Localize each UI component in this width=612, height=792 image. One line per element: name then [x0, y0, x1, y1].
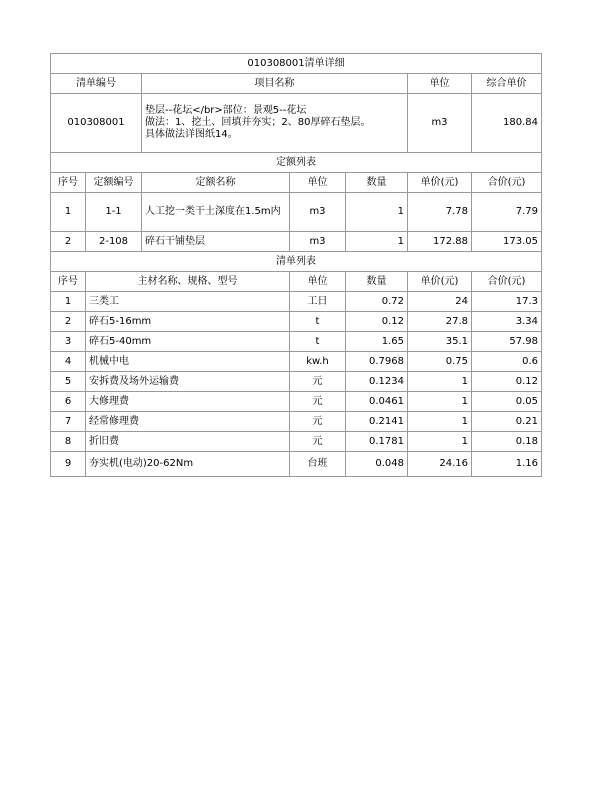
bill-desc-line: 垫层--花坛</br>部位：景观5--花坛 — [145, 105, 307, 116]
material-header-row — [51, 272, 542, 292]
material-price-header: 单价(元) — [408, 272, 472, 292]
bill-code: 010308001 — [51, 94, 142, 153]
material-unit-header: 单位 — [290, 272, 346, 292]
material-name: 安拆费及场外运输费 — [86, 372, 290, 392]
quota-code-header: 定额编号 — [86, 173, 142, 193]
quota-seq: 2 — [51, 232, 86, 252]
material-seq: 7 — [51, 412, 86, 432]
material-total: 1.16 — [472, 452, 542, 477]
bill-detail-table — [50, 53, 542, 477]
table-row — [51, 352, 542, 372]
material-seq: 6 — [51, 392, 86, 412]
material-unit: t — [290, 332, 346, 352]
material-total: 17.3 — [472, 292, 542, 312]
table-row — [51, 292, 542, 312]
material-name: 折旧费 — [86, 432, 290, 452]
quota-code: 2-108 — [86, 232, 142, 252]
material-qty: 0.12 — [346, 312, 408, 332]
quota-name-header: 定额名称 — [142, 173, 290, 193]
bill-row — [51, 94, 542, 153]
material-qty: 1.65 — [346, 332, 408, 352]
quota-unit: m3 — [290, 193, 346, 232]
material-section-title: 清单列表 — [51, 252, 542, 272]
material-name: 大修理费 — [86, 392, 290, 412]
table-row — [51, 232, 542, 252]
quota-seq-header: 序号 — [51, 173, 86, 193]
quota-code: 1-1 — [86, 193, 142, 232]
quota-price: 172.88 — [408, 232, 472, 252]
table-row — [51, 412, 542, 432]
bill-description — [142, 94, 408, 153]
bill-desc-line: 具体做法详图纸14。 — [145, 129, 238, 140]
table-row — [51, 193, 542, 232]
bill-desc-line: 做法：1、挖土、回填并夯实；2、80厚碎石垫层。 — [145, 117, 371, 128]
material-unit: t — [290, 312, 346, 332]
material-qty: 0.1234 — [346, 372, 408, 392]
quota-name: 人工挖一类干土深度在1.5m内 — [142, 193, 290, 232]
bill-price: 180.84 — [472, 94, 542, 153]
material-qty: 0.1781 — [346, 432, 408, 452]
table-row — [51, 392, 542, 412]
material-name: 经常修理费 — [86, 412, 290, 432]
material-name: 三类工 — [86, 292, 290, 312]
material-total: 0.05 — [472, 392, 542, 412]
material-unit: 元 — [290, 392, 346, 412]
material-total: 0.6 — [472, 352, 542, 372]
material-seq: 3 — [51, 332, 86, 352]
table-row — [51, 432, 542, 452]
material-seq: 9 — [51, 452, 86, 477]
quota-name: 碎石干铺垫层 — [142, 232, 290, 252]
material-price: 1 — [408, 412, 472, 432]
bill-unit-header: 单位 — [408, 74, 472, 94]
material-price: 27.8 — [408, 312, 472, 332]
quota-price-header: 单价(元) — [408, 173, 472, 193]
material-price: 0.75 — [408, 352, 472, 372]
material-total: 0.21 — [472, 412, 542, 432]
quota-unit: m3 — [290, 232, 346, 252]
table-row — [51, 372, 542, 392]
material-unit: 工日 — [290, 292, 346, 312]
material-price: 35.1 — [408, 332, 472, 352]
table-title: 010308001清单详细 — [51, 54, 542, 74]
material-price: 1 — [408, 372, 472, 392]
material-name: 碎石5-40mm — [86, 332, 290, 352]
material-total: 0.18 — [472, 432, 542, 452]
quota-total: 173.05 — [472, 232, 542, 252]
material-total: 0.12 — [472, 372, 542, 392]
material-price: 1 — [408, 392, 472, 412]
quota-section-title: 定额列表 — [51, 153, 542, 173]
material-unit: kw.h — [290, 352, 346, 372]
material-seq: 2 — [51, 312, 86, 332]
material-unit: 元 — [290, 412, 346, 432]
material-qty-header: 数量 — [346, 272, 408, 292]
quota-total: 7.79 — [472, 193, 542, 232]
bill-unit: m3 — [408, 94, 472, 153]
quota-qty-header: 数量 — [346, 173, 408, 193]
bill-header-row — [51, 74, 542, 94]
material-name: 碎石5-16mm — [86, 312, 290, 332]
material-total: 57.98 — [472, 332, 542, 352]
material-name: 夯实机(电动)20-62Nm — [86, 452, 290, 477]
material-qty: 0.048 — [346, 452, 408, 477]
table-row — [51, 452, 542, 477]
material-section-row — [51, 252, 542, 272]
material-qty: 0.7968 — [346, 352, 408, 372]
material-seq: 4 — [51, 352, 86, 372]
material-name-header: 主材名称、规格、型号 — [86, 272, 290, 292]
material-unit: 台班 — [290, 452, 346, 477]
bill-price-header: 综合单价 — [472, 74, 542, 94]
material-total: 3.34 — [472, 312, 542, 332]
quota-unit-header: 单位 — [290, 173, 346, 193]
title-row — [51, 54, 542, 74]
quota-total-header: 合价(元) — [472, 173, 542, 193]
bill-name-header: 项目名称 — [142, 74, 408, 94]
material-seq-header: 序号 — [51, 272, 86, 292]
material-qty: 0.0461 — [346, 392, 408, 412]
quota-seq: 1 — [51, 193, 86, 232]
material-seq: 5 — [51, 372, 86, 392]
material-seq: 8 — [51, 432, 86, 452]
material-price: 24.16 — [408, 452, 472, 477]
material-price: 24 — [408, 292, 472, 312]
material-price: 1 — [408, 432, 472, 452]
material-unit: 元 — [290, 372, 346, 392]
bill-code-header: 清单编号 — [51, 74, 142, 94]
material-qty: 0.72 — [346, 292, 408, 312]
material-name: 机械中电 — [86, 352, 290, 372]
table-row — [51, 312, 542, 332]
table-row — [51, 332, 542, 352]
quota-header-row — [51, 173, 542, 193]
material-unit: 元 — [290, 432, 346, 452]
quota-qty: 1 — [346, 193, 408, 232]
quota-section-row — [51, 153, 542, 173]
material-seq: 1 — [51, 292, 86, 312]
material-qty: 0.2141 — [346, 412, 408, 432]
quota-price: 7.78 — [408, 193, 472, 232]
material-total-header: 合价(元) — [472, 272, 542, 292]
quota-qty: 1 — [346, 232, 408, 252]
